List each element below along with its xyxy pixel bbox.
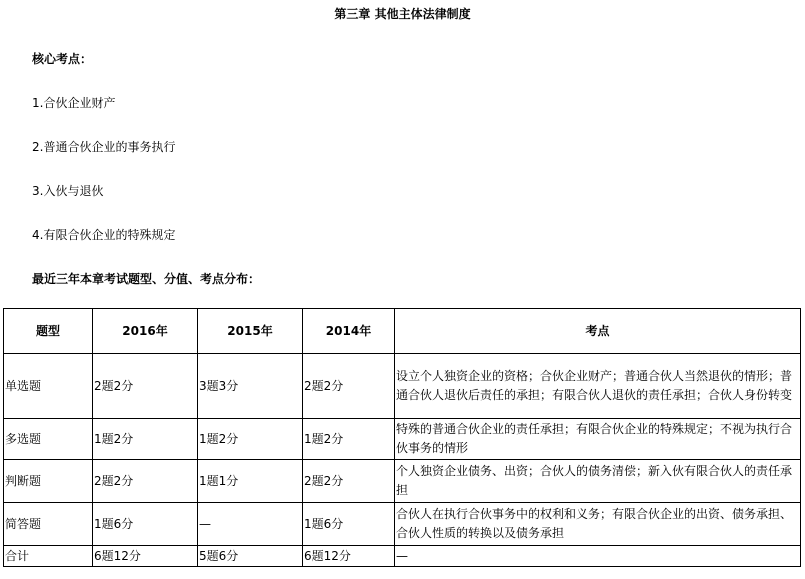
cell-2015: 1题1分	[198, 460, 303, 503]
cell-2016: 2题2分	[93, 354, 198, 419]
core-point-2: 2.普通合伙企业的事务执行	[32, 140, 176, 154]
header-2016: 2016年	[93, 309, 198, 354]
cell-exam-points: 特殊的普通合伙企业的责任承担；有限合伙企业的特殊规定；不视为执行合伙事务的情形	[395, 419, 801, 460]
header-2014: 2014年	[303, 309, 395, 354]
header-question-type: 题型	[4, 309, 93, 354]
cell-2016: 1题2分	[93, 419, 198, 460]
header-2015: 2015年	[198, 309, 303, 354]
core-point-4: 4.有限合伙企业的特殊规定	[32, 228, 176, 242]
cell-exam-points: 合伙人在执行合伙事务中的权利和义务；有限合伙企业的出资、债务承担、合伙人性质的转换以及债务承担	[395, 503, 801, 546]
cell-exam-points: —	[395, 546, 801, 567]
cell-2014: 2题2分	[303, 460, 395, 503]
cell-exam-points: 设立个人独资企业的资格；合伙企业财产；普通合伙人当然退伙的情形；普通合伙人退伙后责任的承担；有限合伙人退伙的责任承担；合伙人身份转变	[395, 354, 801, 419]
document-title: 第三章 其他主体法律制度	[334, 7, 471, 21]
core-point-1: 1.合伙企业财产	[32, 96, 116, 110]
cell-2015: 3题3分	[198, 354, 303, 419]
cell-2016: 6题12分	[93, 546, 198, 567]
cell-question-type: 多选题	[4, 419, 93, 460]
cell-question-type: 单选题	[4, 354, 93, 419]
cell-2016: 1题6分	[93, 503, 198, 546]
cell-2016: 2题2分	[93, 460, 198, 503]
table-row	[4, 460, 801, 503]
cell-2014: 2题2分	[303, 354, 395, 419]
cell-2014: 1题6分	[303, 503, 395, 546]
cell-2015: 1题2分	[198, 419, 303, 460]
header-exam-points: 考点	[395, 309, 801, 354]
cell-2014: 6题12分	[303, 546, 395, 567]
table-heading: 最近三年本章考试题型、分值、考点分布：	[32, 272, 261, 286]
table-row	[4, 503, 801, 546]
table-header-row	[4, 309, 801, 354]
cell-question-type: 简答题	[4, 503, 93, 546]
cell-exam-points: 个人独资企业债务、出资；合伙人的债务清偿；新入伙有限合伙人的责任承担	[395, 460, 801, 503]
cell-question-type: 合计	[4, 546, 93, 567]
table-row	[4, 419, 801, 460]
cell-2015: 5题6分	[198, 546, 303, 567]
table-total-row	[4, 546, 801, 567]
cell-2015: —	[198, 503, 303, 546]
core-point-3: 3.入伙与退伙	[32, 184, 104, 198]
cell-2014: 1题2分	[303, 419, 395, 460]
core-points-heading: 核心考点：	[32, 52, 93, 66]
table-row	[4, 354, 801, 419]
exam-distribution-table	[3, 308, 801, 567]
cell-question-type: 判断题	[4, 460, 93, 503]
